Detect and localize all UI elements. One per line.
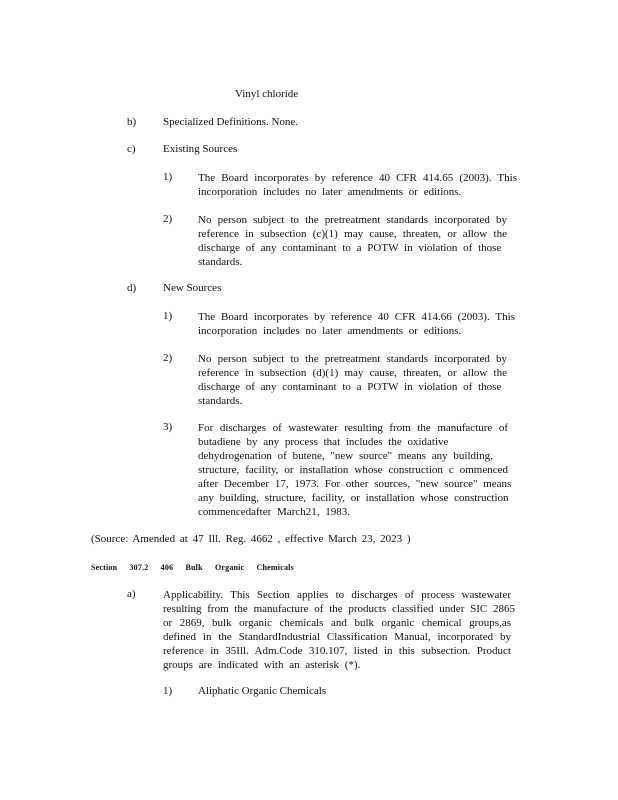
c-item-1-paragraph	[198, 171, 517, 199]
d-item-2-paragraph	[198, 352, 507, 408]
d-item-2-line: discharge of any contaminant to a POTW in violation of those	[198, 381, 502, 393]
c-item-1-line: The Board incorporates by reference 40 CFR 414.65 (2003). This	[198, 172, 517, 184]
a-line: groups are indicated with an asterisk (*).	[163, 659, 361, 671]
c-item-1-label: 1)	[163, 171, 173, 183]
subsection-b-label: b)	[127, 116, 137, 128]
d-item-2-line: reference in subsection (d)(1) may cause, threaten, or allow the	[198, 367, 507, 379]
c-item-2-line: No person subject to the pretreatment standards incorporated by	[198, 214, 507, 226]
a-line: defined in the StandardIndustrial Classification Manual, incorporated by	[163, 631, 511, 643]
d-item-3-line: dehydrogenation of butene, "new source" means any building,	[198, 450, 493, 462]
d-item-3-line: butadiene by any process that includes the oxidative	[198, 436, 449, 448]
section-heading: Section 307.2 406 Bulk Organic Chemicals	[91, 563, 294, 572]
material-title: Vinyl chloride	[235, 88, 299, 100]
source-note: (Source: Amended at 47 Ill. Reg. 4662 , effective March 23, 2023 )	[91, 533, 411, 545]
a-line: or 2869, bulk organic chemicals and bulk organic chemical groups,as	[163, 617, 511, 629]
d-item-3-line: any building, structure, facility, or installation whose construction	[198, 492, 509, 504]
d-item-1-line: incorporation includes no later amendments or editions.	[198, 325, 462, 337]
d-item-3-label: 3)	[163, 421, 173, 433]
d-item-2-line: standards.	[198, 395, 243, 407]
d-item-3-line: commencedafter March21, 1983.	[198, 506, 350, 518]
subsection-d-label: d)	[127, 282, 137, 294]
d-item-1-line: The Board incorporates by reference 40 CFR 414.66 (2003). This	[198, 311, 515, 323]
c-item-2-line: discharge of any contaminant to a POTW in violation of those	[198, 242, 502, 254]
d-item-2-label: 2)	[163, 352, 173, 364]
subsection-c-label: c)	[127, 143, 136, 155]
c-item-2-label: 2)	[163, 213, 173, 225]
c-item-2-line: reference in subsection (c)(1) may cause, threaten, or allow the	[198, 228, 507, 240]
a-item-1-text: Aliphatic Organic Chemicals	[198, 685, 327, 697]
c-item-2-paragraph	[198, 213, 507, 269]
c-item-2-line: standards.	[198, 256, 243, 268]
subsection-a-label: a)	[127, 588, 136, 600]
subsection-c-title: Existing Sources	[163, 143, 238, 155]
d-item-1-paragraph	[198, 310, 515, 338]
d-item-2-line: No person subject to the pretreatment standards incorporated by	[198, 353, 507, 365]
d-item-3-paragraph	[198, 421, 512, 519]
subsection-b-text: Specialized Definitions. None.	[163, 116, 299, 128]
d-item-3-line: structure, facility, or installation whose construction c ommenced	[198, 464, 508, 476]
a-line: reference in 35Ill. Adm.Code 310.107, listed in this subsection. Product	[163, 645, 511, 657]
subsection-a-paragraph	[163, 588, 515, 672]
subsection-d-title: New Sources	[163, 282, 222, 294]
a-item-1-label: 1)	[163, 685, 173, 697]
d-item-3-line: after December 17, 1973. For other sources, "new source" means	[198, 478, 512, 490]
d-item-1-label: 1)	[163, 310, 173, 322]
d-item-3-line: For discharges of wastewater resulting from the manufacture of	[198, 422, 508, 434]
c-item-1-line: incorporation includes no later amendments or editions.	[198, 186, 462, 198]
a-line: Applicability. This Section applies to discharges of process wastewater	[163, 589, 511, 601]
a-line: resulting from the manufacture of the products classified under SIC 2865	[163, 603, 515, 615]
